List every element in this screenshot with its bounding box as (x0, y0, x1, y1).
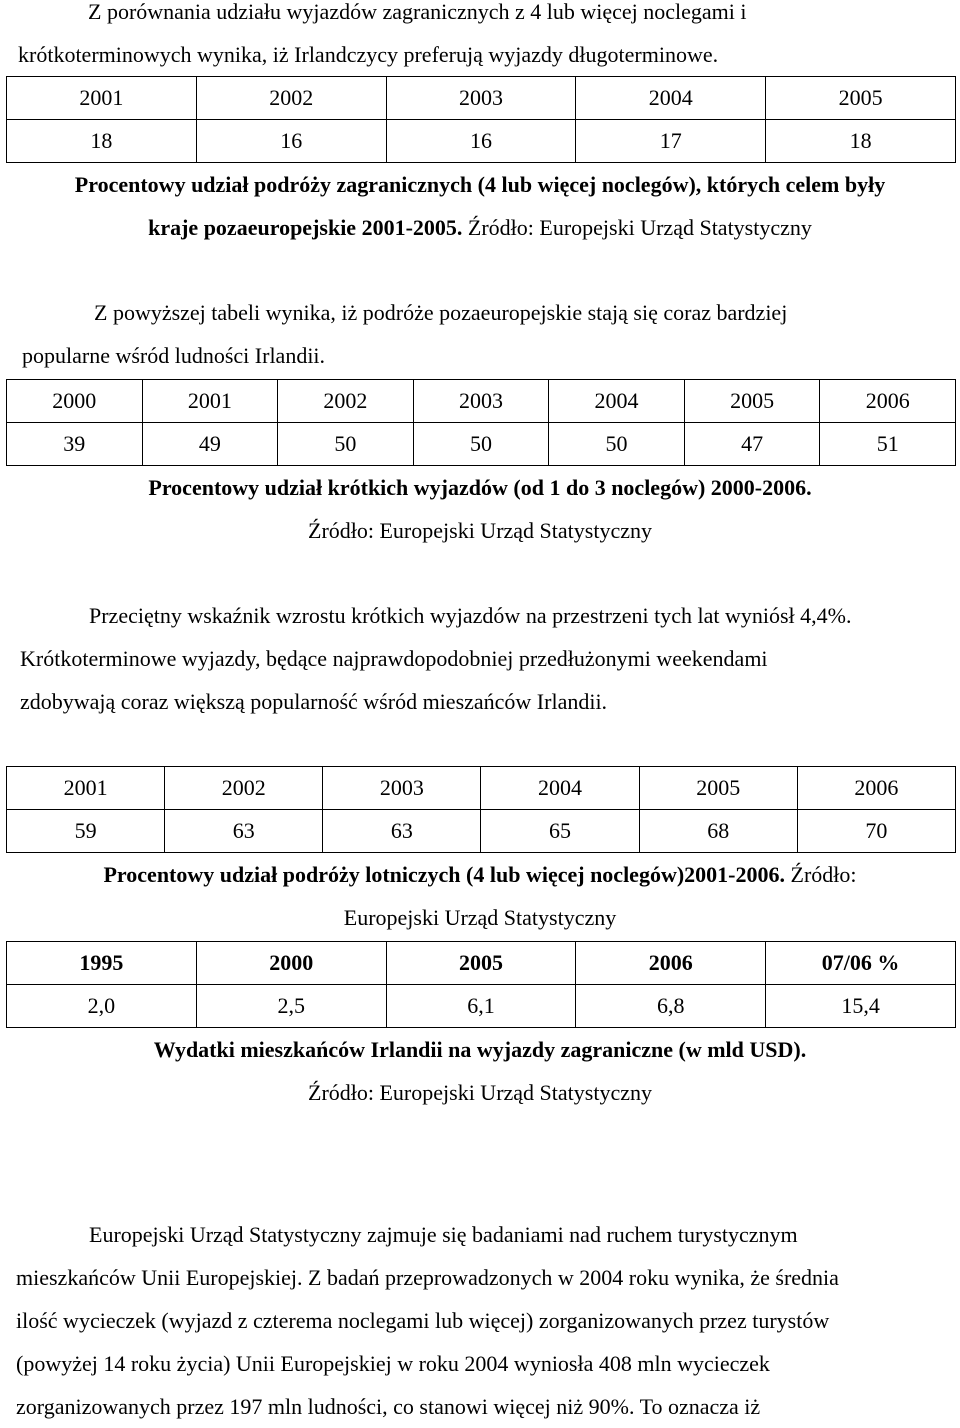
caption-source: Źródło: Europejski Urząd Statystyczny (308, 1080, 652, 1105)
table-cell: 39 (7, 423, 143, 466)
table-short-trips (6, 379, 956, 466)
table-cell: 6,1 (386, 985, 576, 1028)
table-cell: 2,5 (196, 985, 386, 1028)
table-cell: 2003 (413, 380, 549, 423)
table-cell: 2001 (142, 380, 278, 423)
table-cell: 2003 (386, 77, 576, 120)
paragraph-line: Przeciętny wskaźnik wzrostu krótkich wyjazdów na przestrzeni tych lat wyniósł 4,4%. (89, 603, 852, 628)
caption-source: Europejski Urząd Statystyczny (343, 905, 617, 930)
table-cell: 51 (820, 423, 956, 466)
table-cell: 63 (165, 810, 323, 853)
table-cell: 18 (766, 120, 956, 163)
paragraph-line: zdobywają coraz większą popularność wśród mieszańców Irlandii. (20, 689, 608, 714)
table-cell: 2004 (576, 77, 766, 120)
table-cell: 2001 (7, 767, 165, 810)
paragraph-line: zorganizowanych przez 197 mln ludności, co stanowi więcej niż 90%. To oznacza iż (16, 1394, 761, 1419)
table-cell: 17 (576, 120, 766, 163)
intro-line: Z porównania udziału wyjazdów zagranicznych z 4 lub więcej noclegami i (88, 0, 747, 24)
table2-caption (0, 466, 960, 552)
paragraph-line: (powyżej 14 roku życia) Unii Europejskiej w roku 2004 wyniosła 408 mln wycieczek (16, 1351, 770, 1376)
paragraph-line: Europejski Urząd Statystyczny zajmuje się badaniami nad ruchem turystycznym (89, 1222, 798, 1247)
table-cell: 16 (386, 120, 576, 163)
table-cell: 65 (481, 810, 639, 853)
table3-caption (0, 853, 960, 939)
table-header-row (7, 942, 956, 985)
table-row (7, 767, 956, 810)
caption-line (0, 206, 960, 249)
table-cell: 2,0 (7, 985, 197, 1028)
table-cell: 2005 (766, 77, 956, 120)
paragraph-eurostat (16, 1213, 952, 1428)
caption-line (0, 853, 960, 896)
table-row (7, 120, 956, 163)
paragraph-line: Z powyższej tabeli wynika, iż podróże pozaeuropejskie stają się coraz bardziej (94, 300, 788, 325)
table-cell: 2002 (165, 767, 323, 810)
table-cell: 2003 (323, 767, 481, 810)
table-header-cell: 2000 (196, 942, 386, 985)
table-row (7, 380, 956, 423)
table-header-cell: 2005 (386, 942, 576, 985)
table-cell: 2005 (639, 767, 797, 810)
table-cell: 2001 (7, 77, 197, 120)
paragraph-line: ilość wycieczek (wyjazd z czterema noclegami lub więcej) zorganizowanych przez turystów (16, 1308, 830, 1333)
caption-line: Wydatki mieszkańców Irlandii na wyjazdy zagraniczne (w mld USD). (153, 1037, 807, 1062)
caption-line: Procentowy udział podróży zagranicznych (4 lub więcej noclegów), których celem były (74, 172, 886, 197)
table-cell: 2006 (820, 380, 956, 423)
table-cell: 2004 (549, 380, 685, 423)
caption-source: Źródło: (785, 862, 857, 887)
caption-line: Procentowy udział krótkich wyjazdów (od 1 do 3 noclegów) 2000-2006. (148, 475, 812, 500)
table-trips-non-european (6, 76, 956, 163)
table-cell: 16 (196, 120, 386, 163)
table-air-travel (6, 766, 956, 853)
table-travel-expenses (6, 941, 956, 1028)
table-cell: 49 (142, 423, 278, 466)
table-cell: 2002 (196, 77, 386, 120)
paragraph-non-european-trend (22, 291, 954, 377)
table-cell: 63 (323, 810, 481, 853)
table-row (7, 810, 956, 853)
table-cell: 59 (7, 810, 165, 853)
table-cell: 2006 (797, 767, 955, 810)
table-cell: 18 (7, 120, 197, 163)
caption-bold-text: Procentowy udział podróży lotniczych (4 lub więcej noclegów)2001-2006. (103, 862, 785, 887)
table-cell: 50 (413, 423, 549, 466)
table-cell: 70 (797, 810, 955, 853)
paragraph-line: mieszkańców Unii Europejskiej. Z badań przeprowadzonych w 2004 roku wynika, że średnia (16, 1265, 839, 1290)
table-cell: 47 (684, 423, 820, 466)
caption-source: Źródło: Europejski Urząd Statystyczny (308, 518, 652, 543)
table-header-cell: 2006 (576, 942, 766, 985)
table-cell: 68 (639, 810, 797, 853)
paragraph-short-trips-growth (20, 594, 952, 723)
table-cell: 2005 (684, 380, 820, 423)
paragraph-line: popularne wśród ludności Irlandii. (22, 343, 326, 368)
caption-bold-text: kraje pozaeuropejskie 2001-2005. (148, 215, 463, 240)
table-cell: 15,4 (766, 985, 956, 1028)
intro-line: krótkoterminowych wynika, iż Irlandczycy preferują wyjazdy długoterminowe. (18, 42, 719, 67)
table-cell: 50 (278, 423, 414, 466)
table-cell: 6,8 (576, 985, 766, 1028)
table-header-cell: 07/06 % (766, 942, 956, 985)
table4-caption (0, 1028, 960, 1114)
caption-source: Źródło: Europejski Urząd Statystyczny (462, 215, 812, 240)
paragraph-line: Krótkoterminowe wyjazdy, będące najprawdopodobniej przedłużonymi weekendami (20, 646, 768, 671)
table1-caption (0, 163, 960, 249)
table-row (7, 423, 956, 466)
table-cell: 2000 (7, 380, 143, 423)
table-row (7, 985, 956, 1028)
table-row (7, 77, 956, 120)
table-cell: 2004 (481, 767, 639, 810)
table-header-cell: 1995 (7, 942, 197, 985)
intro-paragraph (18, 0, 954, 76)
table-cell: 50 (549, 423, 685, 466)
table-cell: 2002 (278, 380, 414, 423)
